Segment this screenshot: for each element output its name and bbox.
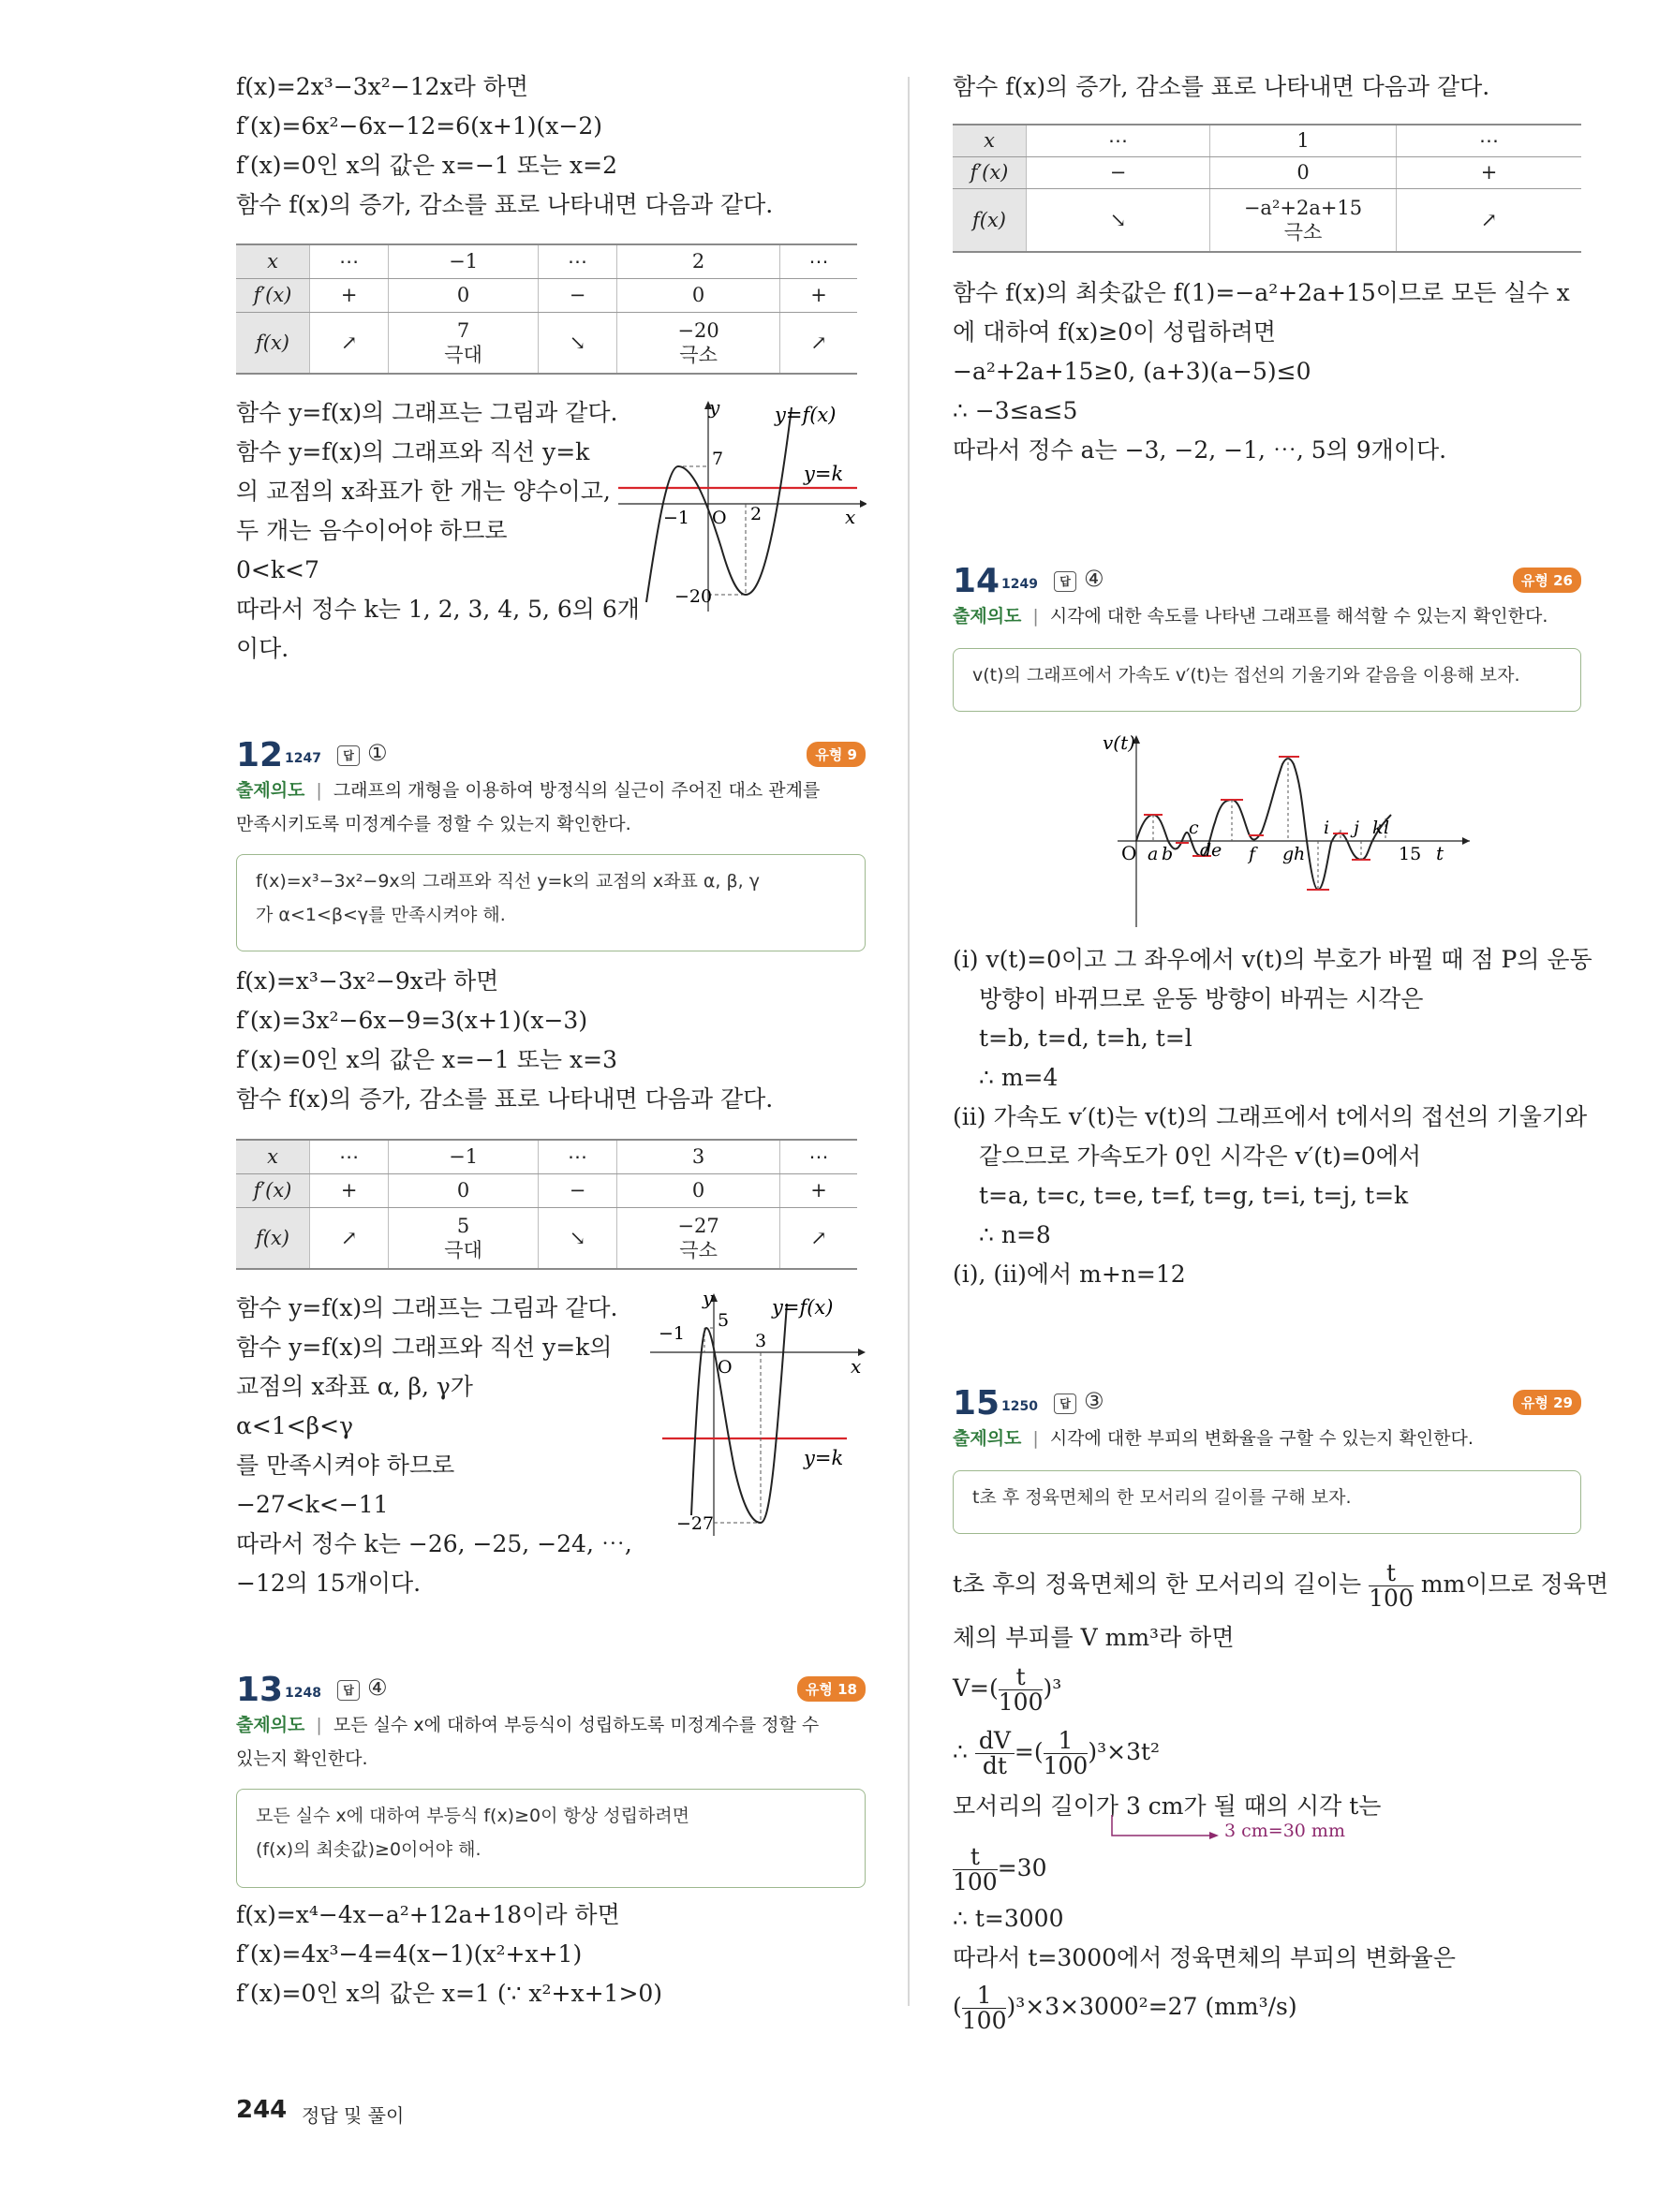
text-line: 따라서 정수 k는 1, 2, 3, 4, 5, 6의 6개 bbox=[236, 596, 640, 623]
point-label: h bbox=[1294, 844, 1306, 864]
intent-separator: | bbox=[316, 1715, 322, 1735]
intent-text: 있는지 확인한다. bbox=[236, 1748, 368, 1769]
text-segment: )³×3t² bbox=[1088, 1738, 1161, 1765]
text-line: 따라서 정수 a는 −3, −2, −1, ⋯, 5의 9개이다. bbox=[953, 436, 1447, 464]
table-cell: ↘ bbox=[538, 312, 616, 374]
answer-value: ④ bbox=[367, 1674, 388, 1701]
hint-text: v(t)의 그래프에서 가속도 v′(t)는 접선의 기울기와 같음을 이용해 보자. bbox=[972, 665, 1520, 686]
fraction-numerator: dV bbox=[975, 1729, 1015, 1754]
table-cell: 0 bbox=[389, 278, 538, 312]
text-line: f(x)=x³−3x²−9x라 하면 bbox=[236, 967, 499, 995]
line-label: y=k bbox=[804, 1447, 844, 1469]
table-cell: f′(x) bbox=[953, 156, 1027, 188]
table-cell: f′(x) bbox=[236, 278, 310, 312]
table-cell: x bbox=[236, 244, 310, 278]
type-badge: 유형 29 bbox=[1513, 1390, 1581, 1415]
line-label: y=k bbox=[804, 463, 844, 485]
table-cell: f(x) bbox=[953, 188, 1027, 252]
hint-box bbox=[953, 1470, 1581, 1534]
table-cell: −1 bbox=[389, 1140, 538, 1173]
text-line: ∴ n=8 bbox=[979, 1221, 1051, 1248]
tick-label: 5 bbox=[718, 1310, 730, 1331]
velocity-graph bbox=[1084, 729, 1477, 933]
axis-label-x: x bbox=[845, 506, 856, 528]
hint-text: 모든 실수 x에 대하여 부등식 f(x)≥0이 항상 성립하려면 bbox=[256, 1806, 690, 1826]
table-cell: 0 bbox=[617, 1173, 780, 1207]
fraction bbox=[953, 1845, 998, 1895]
text-line: (ⅱ) 가속도 v′(t)는 v(t)의 그래프에서 t에서의 접선의 기울기와 bbox=[953, 1103, 1588, 1130]
text-segment: V=( bbox=[953, 1674, 999, 1702]
text-line: f′(x)=4x³−4=4(x−1)(x²+x+1) bbox=[236, 1940, 583, 1968]
point-label: j bbox=[1354, 818, 1359, 838]
intent-label: 출제의도 bbox=[953, 606, 1022, 627]
table-cell: + bbox=[780, 278, 858, 312]
intent-separator: | bbox=[316, 780, 322, 801]
text-segment: ∴ bbox=[953, 1738, 968, 1765]
fraction-denominator: 100 bbox=[1043, 1752, 1089, 1779]
text-segment: )³ bbox=[1043, 1674, 1062, 1702]
hint-text: t초 후 정육면체의 한 모서리의 길이를 구해 보자. bbox=[972, 1487, 1352, 1508]
table-cell: ⋯ bbox=[1397, 125, 1582, 156]
question-id: 1249 bbox=[1001, 577, 1038, 592]
variation-table bbox=[236, 1139, 857, 1270]
table-cell: ⋯ bbox=[1027, 125, 1210, 156]
question-number: 13 bbox=[236, 1671, 284, 1709]
table-cell: + bbox=[780, 1173, 858, 1207]
text-line: ∴ −3≤a≤5 bbox=[953, 397, 1078, 424]
answer-value: ① bbox=[367, 740, 388, 766]
question-id: 1247 bbox=[285, 751, 321, 766]
point-label: i bbox=[1324, 818, 1330, 838]
table-cell: 5 극대 bbox=[389, 1207, 538, 1269]
answer-icon: 답 bbox=[337, 745, 360, 766]
table-cell: −1 bbox=[389, 244, 538, 278]
table-cell: f(x) bbox=[236, 312, 310, 374]
text-line: 체의 부피를 V mm³라 하면 bbox=[953, 1624, 1235, 1651]
intent-label: 출제의도 bbox=[953, 1428, 1022, 1449]
question-header bbox=[236, 736, 866, 774]
fraction-numerator: t bbox=[1369, 1561, 1414, 1586]
fraction-denominator: 100 bbox=[953, 1868, 998, 1895]
question-id: 1250 bbox=[1001, 1399, 1038, 1414]
question-header bbox=[236, 1671, 866, 1708]
table-cell: x bbox=[953, 125, 1027, 156]
text-line: t=a, t=c, t=e, t=f, t=g, t=i, t=j, t=k bbox=[979, 1182, 1409, 1209]
hint-box bbox=[236, 854, 866, 951]
table-cell: 0 bbox=[617, 278, 780, 312]
fraction bbox=[962, 1983, 1007, 2033]
table-cell: −a²+2a+15 극소 bbox=[1210, 188, 1397, 252]
origin-label: O bbox=[718, 1357, 733, 1378]
tick-label: −1 bbox=[663, 508, 690, 528]
question-number: 12 bbox=[236, 736, 284, 774]
text-line: α<1<β<γ bbox=[236, 1412, 354, 1439]
text-line: f′(x)=0인 x의 값은 x=−1 또는 x=3 bbox=[236, 1046, 617, 1073]
table-cell: ↗ bbox=[310, 312, 389, 374]
cubic-graph bbox=[618, 398, 867, 618]
curve-label: y=f(x) bbox=[775, 404, 837, 426]
text-line: 두 개는 음수이어야 하므로 bbox=[236, 517, 508, 544]
table-cell: 2 bbox=[617, 244, 780, 278]
text-line: f(x)=2x³−3x²−12x라 하면 bbox=[236, 73, 529, 100]
hint-box bbox=[953, 648, 1581, 712]
question-header bbox=[953, 562, 1581, 599]
cubic-graph bbox=[650, 1290, 866, 1543]
text-line: −12의 15개이다. bbox=[236, 1570, 422, 1597]
text-line: −a²+2a+15≥0, (a+3)(a−5)≤0 bbox=[953, 358, 1311, 385]
table-cell: f′(x) bbox=[236, 1173, 310, 1207]
text-segment: ( bbox=[953, 1993, 962, 2020]
table-cell: −20 극소 bbox=[617, 312, 780, 374]
intent-text: 만족시키도록 미정계수를 정할 수 있는지 확인한다. bbox=[236, 814, 631, 834]
intent-text: 시각에 대한 속도를 나타낸 그래프를 해석할 수 있는지 확인한다. bbox=[1049, 606, 1548, 627]
text-line bbox=[953, 1980, 1297, 2034]
table-cell: ⋯ bbox=[310, 244, 389, 278]
variation-table bbox=[236, 243, 857, 375]
text-line: 함수 y=f(x)의 그래프와 직선 y=k의 bbox=[236, 1334, 613, 1361]
text-line: 방향이 바뀌므로 운동 방향이 바뀌는 시각은 bbox=[979, 985, 1424, 1012]
text-line: 함수 f(x)의 증가, 감소를 표로 나타내면 다음과 같다. bbox=[236, 191, 774, 218]
point-label: k bbox=[1372, 818, 1384, 838]
variation-table bbox=[953, 124, 1581, 253]
fraction-denominator: 100 bbox=[1369, 1585, 1414, 1612]
axis-label-v: v(t) bbox=[1103, 731, 1135, 754]
point-label: f bbox=[1249, 844, 1256, 864]
table-cell: ↗ bbox=[310, 1207, 389, 1269]
axis-label-y: y bbox=[703, 1290, 714, 1309]
intent-text: 시각에 대한 부피의 변화율을 구할 수 있는지 확인한다. bbox=[1049, 1428, 1474, 1449]
question-number: 15 bbox=[953, 1384, 1000, 1423]
footer-label: 정답 및 풀이 bbox=[302, 2104, 405, 2127]
fraction-denominator: dt bbox=[982, 1752, 1007, 1779]
fraction bbox=[1369, 1561, 1414, 1611]
text-line: 함수 f(x)의 증가, 감소를 표로 나타내면 다음과 같다. bbox=[953, 73, 1490, 100]
text-line: f′(x)=0인 x의 값은 x=1 (∵ x²+x+1>0) bbox=[236, 1980, 663, 2007]
text-line: f′(x)=0인 x의 값은 x=−1 또는 x=2 bbox=[236, 152, 617, 179]
tick-label: 15 bbox=[1399, 844, 1422, 864]
text-line: 모서리의 길이가 3 cm가 될 때의 시각 t는 bbox=[953, 1792, 1382, 1820]
table-cell: ⋯ bbox=[310, 1140, 389, 1173]
table-cell: ⋯ bbox=[780, 1140, 858, 1173]
intent-separator: | bbox=[1032, 1428, 1039, 1449]
curve-f bbox=[646, 407, 792, 602]
text-line: f(x)=x⁴−4x−a²+12a+18이라 하면 bbox=[236, 1901, 620, 1928]
point-label: c bbox=[1189, 818, 1199, 838]
axis-label-x: x bbox=[851, 1355, 862, 1378]
point-label: a bbox=[1148, 844, 1159, 864]
table-cell: + bbox=[1397, 156, 1582, 188]
point-label: b bbox=[1162, 844, 1174, 864]
origin-label: O bbox=[1121, 842, 1137, 864]
answer-icon: 답 bbox=[1054, 1394, 1076, 1414]
question-number: 14 bbox=[953, 562, 1000, 600]
text-segment: =30 bbox=[997, 1854, 1047, 1881]
text-line: 함수 y=f(x)의 그래프는 그림과 같다. bbox=[236, 1294, 618, 1321]
text-line: 의 교점의 x좌표가 한 개는 양수이고, bbox=[236, 478, 611, 505]
table-cell: 0 bbox=[389, 1173, 538, 1207]
point-label: l bbox=[1384, 818, 1390, 838]
curve-label: y=f(x) bbox=[772, 1296, 834, 1319]
text-line bbox=[953, 1558, 1608, 1611]
table-cell: ↗ bbox=[780, 1207, 858, 1269]
table-cell: − bbox=[538, 1173, 616, 1207]
tick-label: 7 bbox=[712, 449, 724, 469]
text-segment: )³×3×3000²=27 (mm³/s) bbox=[1006, 1993, 1297, 2020]
text-segment: =( bbox=[1014, 1738, 1044, 1765]
tick-label: −1 bbox=[659, 1323, 686, 1344]
fraction-denominator: 100 bbox=[998, 1688, 1044, 1716]
answer-value: ③ bbox=[1084, 1388, 1104, 1414]
answer-value: ④ bbox=[1084, 566, 1104, 592]
intent-separator: | bbox=[1032, 606, 1039, 627]
tick-label: −27 bbox=[676, 1513, 715, 1534]
type-badge: 유형 26 bbox=[1513, 568, 1581, 593]
text-line: 를 만족시켜야 하므로 bbox=[236, 1452, 455, 1479]
text-line: 함수 f(x)의 증가, 감소를 표로 나타내면 다음과 같다. bbox=[236, 1085, 774, 1113]
table-cell: − bbox=[538, 278, 616, 312]
text-line: t=b, t=d, t=h, t=l bbox=[979, 1025, 1192, 1052]
origin-label: O bbox=[712, 508, 727, 528]
intent-text: 모든 실수 x에 대하여 부등식이 성립하도록 미정계수를 정할 수 bbox=[333, 1715, 820, 1735]
text-line: ∴ t=3000 bbox=[953, 1905, 1064, 1932]
text-segment: t초 후의 정육면체의 한 모서리의 길이는 bbox=[953, 1571, 1362, 1598]
column-divider bbox=[908, 77, 910, 2006]
text-line: 교점의 x좌표 α, β, γ가 bbox=[236, 1373, 473, 1400]
tick-label: −20 bbox=[674, 586, 713, 607]
text-line: (ⅰ) v(t)=0이고 그 좌우에서 v(t)의 부호가 바뀔 때 점 P의 운동 bbox=[953, 946, 1592, 973]
text-segment: mm이므로 정육면 bbox=[1420, 1571, 1609, 1598]
table-cell: ⋯ bbox=[538, 244, 616, 278]
intent-block bbox=[236, 774, 866, 841]
table-cell: ↘ bbox=[1027, 188, 1210, 252]
hint-text: (f(x)의 최솟값)≥0이어야 해. bbox=[256, 1839, 481, 1860]
table-cell: ⋯ bbox=[780, 244, 858, 278]
table-cell: 0 bbox=[1210, 156, 1397, 188]
text-line: 따라서 t=3000에서 정육면체의 부피의 변화율은 bbox=[953, 1944, 1456, 1971]
tick-label: 3 bbox=[755, 1331, 767, 1351]
fraction bbox=[999, 1665, 1044, 1715]
text-line: −27<k<−11 bbox=[236, 1491, 389, 1518]
answer-icon: 답 bbox=[1054, 571, 1076, 592]
table-cell: ⋯ bbox=[538, 1140, 616, 1173]
text-line: ∴ m=4 bbox=[979, 1064, 1059, 1091]
text-line bbox=[953, 1841, 1046, 1895]
fraction-numerator: 1 bbox=[962, 1983, 1007, 2009]
text-line: 0<k<7 bbox=[236, 556, 319, 583]
table-cell: + bbox=[310, 1173, 389, 1207]
intent-label: 출제의도 bbox=[236, 1715, 305, 1735]
annotation-arrow bbox=[1108, 1813, 1221, 1845]
fraction-numerator: 1 bbox=[1044, 1729, 1089, 1754]
intent-text: 그래프의 개형을 이용하여 방정식의 실근이 주어진 대소 관계를 bbox=[333, 780, 821, 801]
text-line: 함수 y=f(x)의 그래프와 직선 y=k bbox=[236, 438, 590, 465]
text-line: 함수 y=f(x)의 그래프는 그림과 같다. bbox=[236, 399, 618, 426]
answer-icon: 답 bbox=[337, 1680, 360, 1701]
point-label: e bbox=[1211, 840, 1222, 861]
text-line: 함수 f(x)의 최솟값은 f(1)=−a²+2a+15이므로 모든 실수 x bbox=[953, 279, 1570, 306]
intent-block bbox=[953, 1422, 1581, 1455]
page-number: 244 bbox=[236, 2096, 288, 2124]
fraction bbox=[975, 1729, 1015, 1778]
fraction-numerator: t bbox=[999, 1665, 1044, 1690]
table-cell: 7 극대 bbox=[389, 312, 538, 374]
text-line: f′(x)=6x²−6x−12=6(x+1)(x−2) bbox=[236, 112, 602, 140]
text-line: 같으므로 가속도가 0인 시각은 v′(t)=0에서 bbox=[979, 1143, 1422, 1170]
fraction-denominator: 100 bbox=[961, 2007, 1007, 2034]
text-line: 이다. bbox=[236, 635, 289, 662]
table-cell: − bbox=[1027, 156, 1210, 188]
table-cell: −27 극소 bbox=[617, 1207, 780, 1269]
fraction bbox=[1044, 1729, 1089, 1778]
text-line bbox=[953, 1661, 1061, 1716]
hint-box bbox=[236, 1789, 866, 1888]
text-line bbox=[953, 1725, 1160, 1779]
table-cell: 1 bbox=[1210, 125, 1397, 156]
type-badge: 유형 18 bbox=[797, 1676, 866, 1702]
text-line: f′(x)=3x²−6x−9=3(x+1)(x−3) bbox=[236, 1007, 588, 1034]
hint-text: 가 α<1<β<γ를 만족시켜야 해. bbox=[256, 905, 506, 925]
table-cell: f(x) bbox=[236, 1207, 310, 1269]
table-cell: ↗ bbox=[780, 312, 858, 374]
question-id: 1248 bbox=[285, 1686, 321, 1701]
table-cell: x bbox=[236, 1140, 310, 1173]
text-line: (ⅰ), (ⅱ)에서 m+n=12 bbox=[953, 1261, 1186, 1288]
table-cell: 3 bbox=[617, 1140, 780, 1173]
intent-label: 출제의도 bbox=[236, 780, 305, 801]
tick-label: 2 bbox=[750, 504, 763, 524]
curve-f bbox=[691, 1304, 787, 1523]
fraction-numerator: t bbox=[953, 1845, 998, 1870]
table-cell: ↗ bbox=[1397, 188, 1582, 252]
table-cell: ↘ bbox=[538, 1207, 616, 1269]
question-header bbox=[953, 1384, 1581, 1422]
axis-label-t: t bbox=[1436, 842, 1444, 864]
intent-block bbox=[953, 599, 1581, 633]
text-line: 따라서 정수 k는 −26, −25, −24, ⋯, bbox=[236, 1530, 632, 1557]
point-label: d bbox=[1200, 840, 1212, 861]
hint-text: f(x)=x³−3x²−9x의 그래프와 직선 y=k의 교점의 x좌표 α, β, γ bbox=[256, 871, 760, 892]
axis-label-y: y bbox=[709, 398, 720, 419]
table-cell: + bbox=[310, 278, 389, 312]
point-label: g bbox=[1282, 844, 1295, 864]
intent-block bbox=[236, 1708, 866, 1776]
unit-note: 3 cm=30 mm bbox=[1224, 1821, 1345, 1841]
type-badge: 유형 9 bbox=[807, 742, 866, 767]
text-line: 에 대하여 f(x)≥0이 성립하려면 bbox=[953, 318, 1277, 346]
